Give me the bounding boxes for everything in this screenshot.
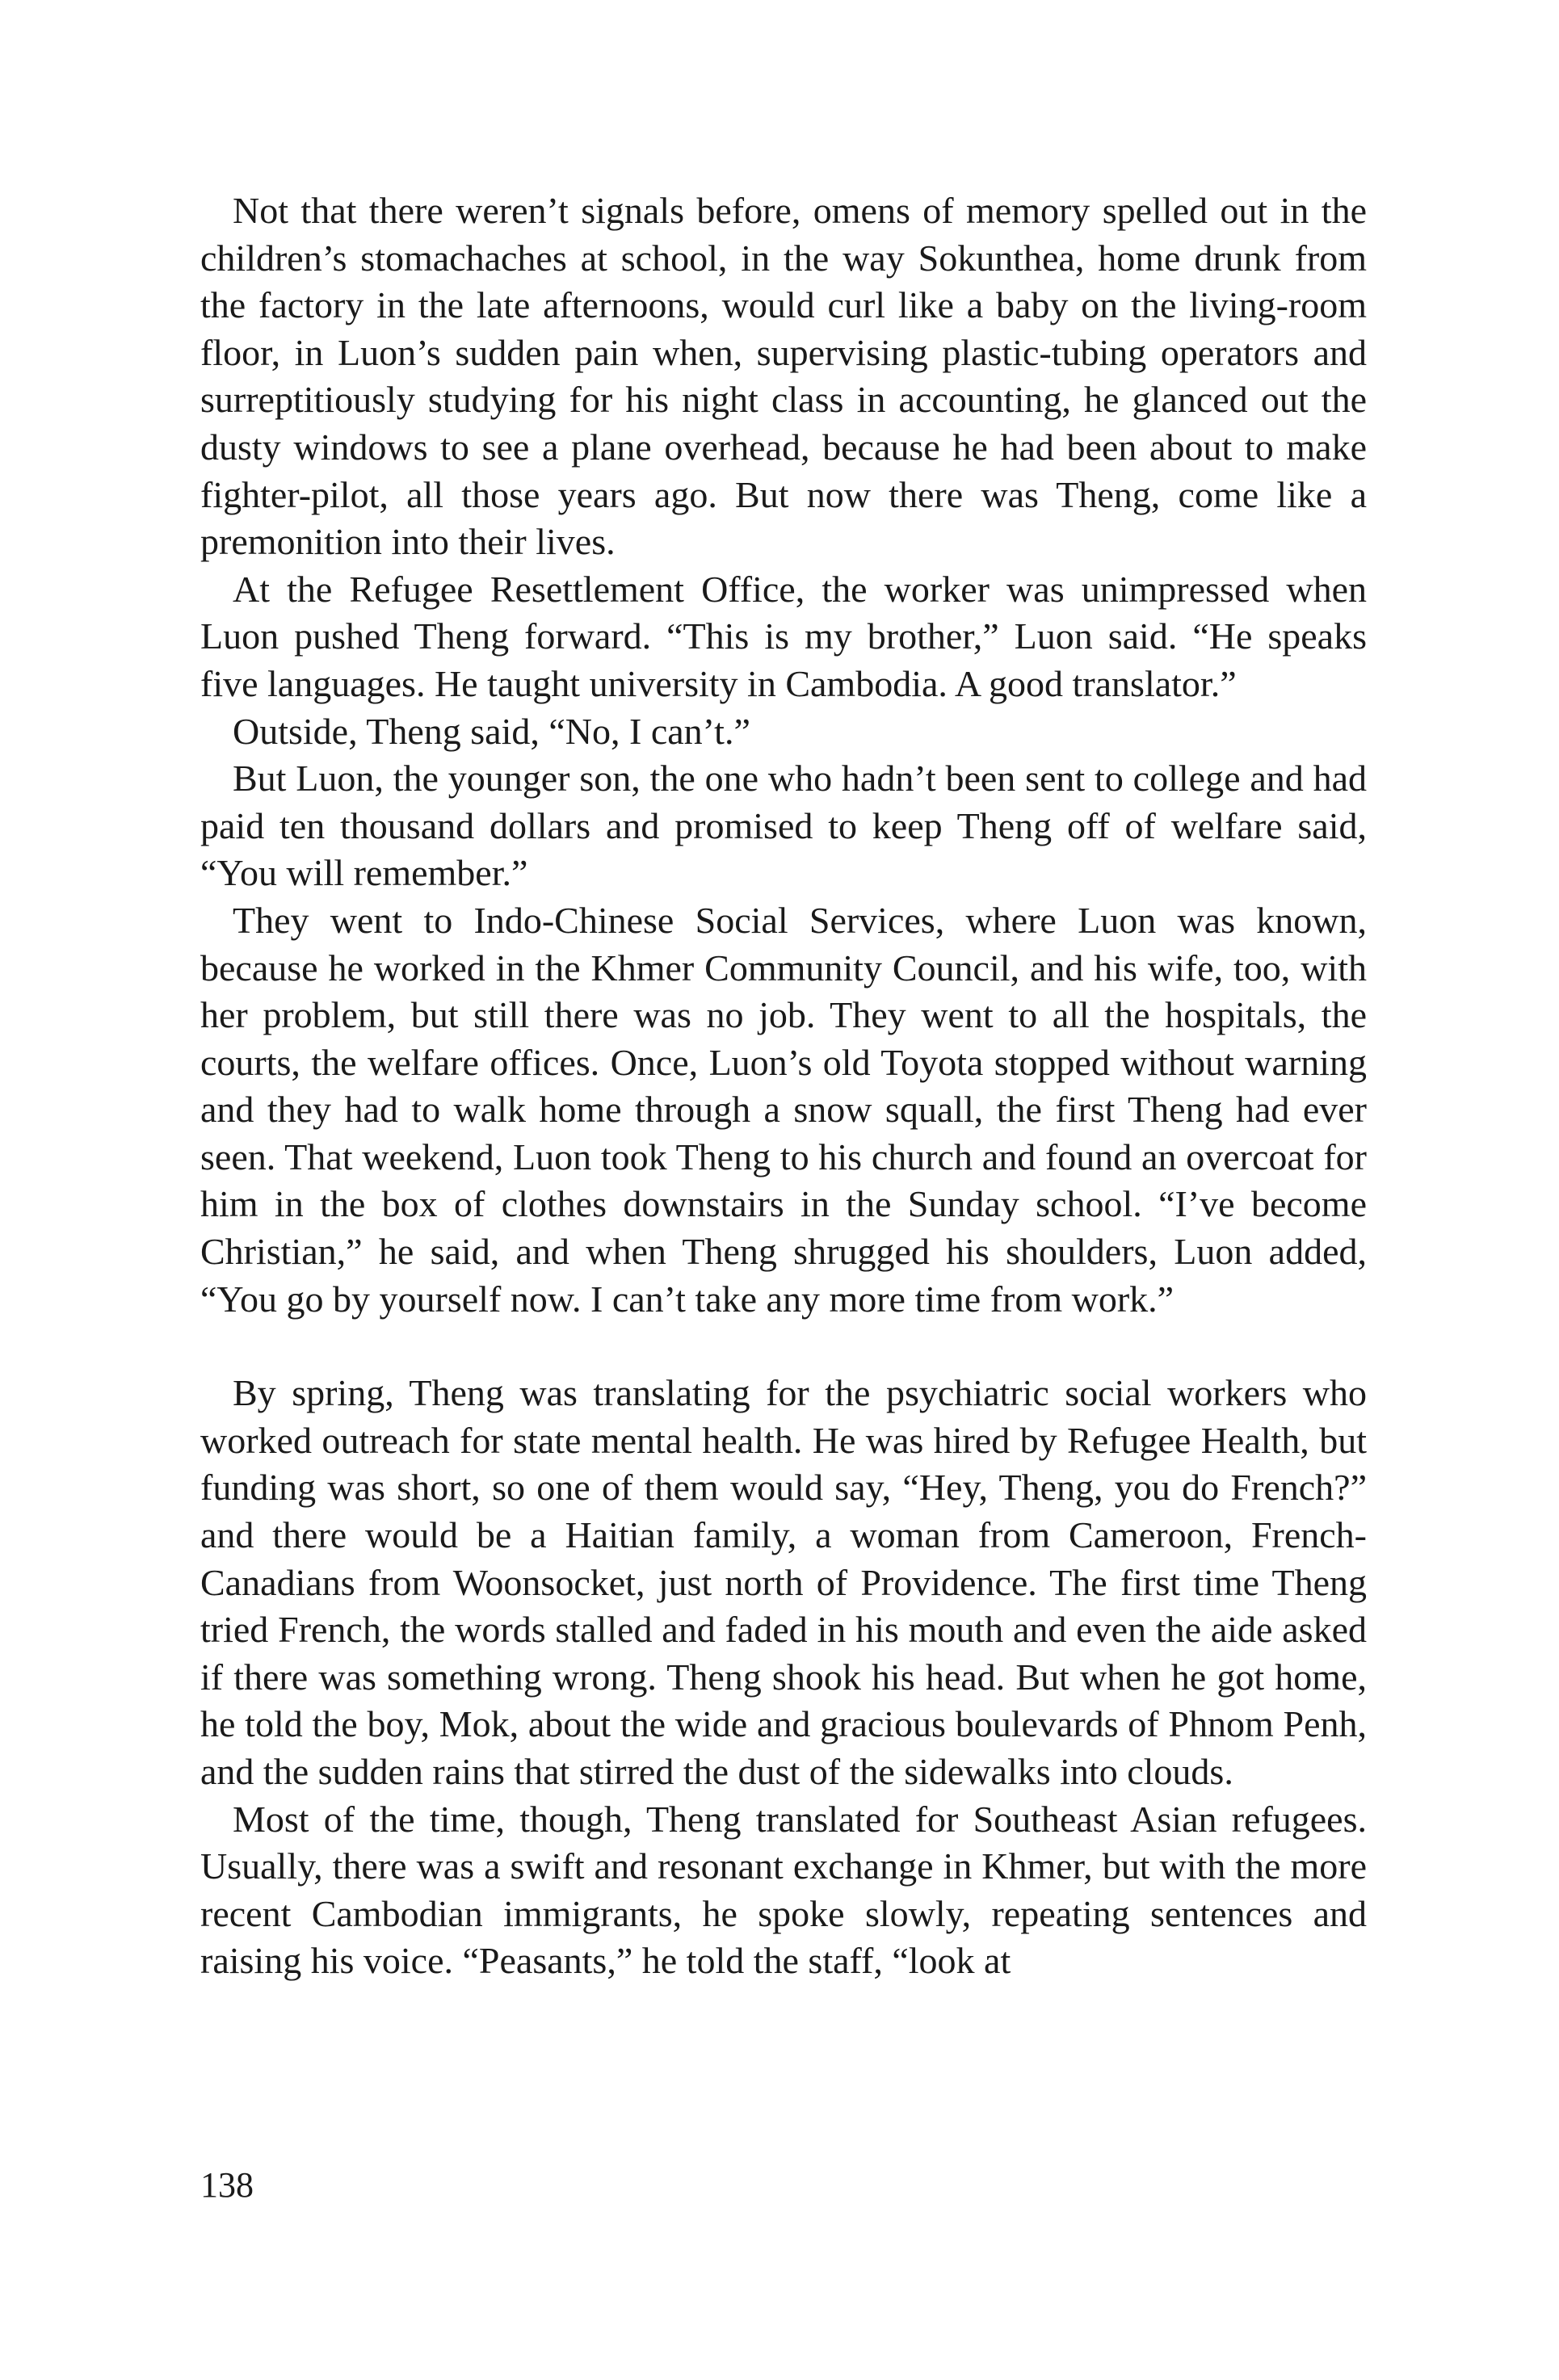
page-number: 138 <box>200 2165 254 2205</box>
paragraph-resettlement-office: At the Refugee Resettlement Office, the worker was unimpressed when Luon pushed Theng forward. “This is my brother,” Luon said. “He speaks five languages. He taught university in Cambodia. A good translator.” <box>200 568 1367 704</box>
paragraph-luon-remember: But Luon, the younger son, the one who hadn’t been sent to college and had paid ten thousand dollars and promised to keep Theng off of welfare said, “You will remember.” <box>200 758 1367 894</box>
paragraph-refugees: Most of the time, though, Theng translated for Southeast Asian refugees. Usually, there was a swift and resonant exchange in Khmer, but with the more recent Cambodian immigrants, he spoke slowly, repeating sentences and raising his voice. “Peasants,” he told the staff, “look at <box>200 1798 1367 1982</box>
paragraph-outside: Outside, Theng said, “No, I can’t.” <box>233 710 750 752</box>
paragraph-social-services: They went to Indo-Chinese Social Services, where Luon was known, because he worked in the Khmer Community Council, and his wife, too, with her problem, but still there was no job. They went to all the hospitals, the courts, the welfare offices. Once, Luon’s old Toyota stopped without warning and they had to walk home through a snow squall, the first Theng had ever seen. That weekend, Luon took Theng to his church and found an overcoat for him in the box of clothes downstairs in the Sunday school. “I’ve become Christian,” he said, and when Theng shrugged his shoulders, Luon added, “You go by yourself now. I can’t take any more time from work.” <box>200 899 1367 1320</box>
paragraph-signals: Not that there weren’t signals before, omens of memory spelled out in the children’s stomachaches at school, in the way Sokunthea, home drunk from the factory in the late afternoons, would curl like a baby on the living-room floor, in Luon’s sudden pain when, supervising plastic-tubing operators and surreptitiously studying for his night class in accounting, he glanced out the dusty windows to see a plane overhead, because he had been about to make fighter-pilot, all those years ago. But now there was Theng, come like a premonition into their lives. <box>200 190 1367 563</box>
section-break <box>200 1323 1367 1370</box>
paragraph-by-spring: By spring, Theng was translating for the psychiatric social workers who worked outreach for state mental health. He was hired by Refugee Health, but funding was short, so one of them would say, “Hey, Theng, you do French?” and there would be a Haitian family, a woman from Cameroon, French-Canadians from Woonsocket, just north of Providence. The first time Theng tried French, the words stalled and faded in his mouth and even the aide asked if there was something wrong. Theng shook his head. But when he got home, he told the boy, Mok, about the wide and gracious boulevards of Phnom Penh, and the sudden rains that stirred the dust of the sidewalks into clouds. <box>200 1372 1367 1792</box>
page-text <box>200 187 1367 2206</box>
